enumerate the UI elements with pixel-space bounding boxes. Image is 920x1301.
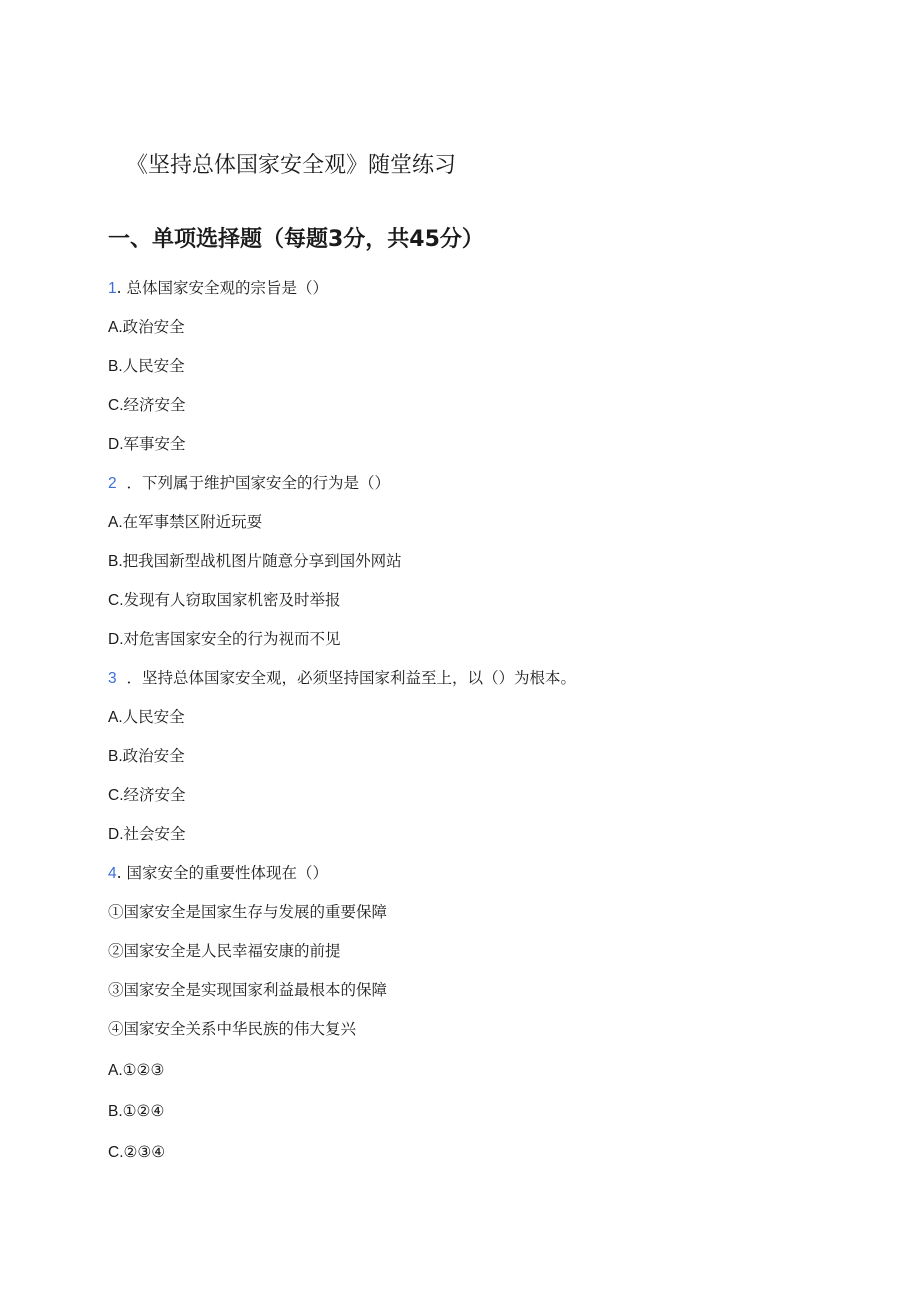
option-4b: B.①②④	[108, 1102, 165, 1120]
statement-2: ②国家安全是人民幸福安康的前提	[108, 942, 341, 960]
option-1a: A.政治安全	[108, 318, 185, 336]
section-heading: 一、单项选择题（每题3分，共45分）	[108, 227, 484, 252]
statement-3: ③国家安全是实现国家利益最根本的保障	[108, 981, 388, 999]
option-2d: D.对危害国家安全的行为视而不见	[108, 630, 341, 648]
question-number: 4	[108, 865, 117, 882]
option-3b: B.政治安全	[108, 747, 185, 765]
option-1d: D.军事安全	[108, 435, 186, 453]
question-text: . 国家安全的重要性体现在（）	[116, 864, 328, 882]
option-3a: A.人民安全	[108, 708, 185, 726]
question-number: 1	[108, 280, 117, 297]
question-text: . 总体国家安全观的宗旨是（）	[116, 279, 328, 297]
option-4a: A.①②③	[108, 1061, 165, 1079]
option-2b: B.把我国新型战机图片随意分享到国外网站	[108, 552, 402, 570]
question-1	[108, 278, 328, 299]
statement-4: ④国家安全关系中华民族的伟大复兴	[108, 1020, 357, 1038]
question-text: ．坚持总体国家安全观，必须坚持国家利益至上，以（）为根本。	[126, 669, 576, 687]
question-3	[108, 668, 576, 689]
question-number: 3	[108, 670, 117, 687]
option-1b: B.人民安全	[108, 357, 185, 375]
option-3d: D.社会安全	[108, 825, 186, 843]
question-2	[108, 473, 390, 494]
document-title: 《坚持总体国家安全观》随堂练习	[126, 153, 457, 178]
option-2c: C.发现有人窃取国家机密及时举报	[108, 591, 341, 609]
option-2a: A.在军事禁区附近玩耍	[108, 513, 263, 531]
question-text: ．下列属于维护国家安全的行为是（）	[126, 474, 390, 492]
statement-1: ①国家安全是国家生存与发展的重要保障	[108, 903, 388, 921]
option-1c: C.经济安全	[108, 396, 186, 414]
option-3c: C.经济安全	[108, 786, 186, 804]
question-4	[108, 863, 328, 884]
option-4c: C.②③④	[108, 1143, 166, 1161]
question-number: 2	[108, 475, 117, 492]
